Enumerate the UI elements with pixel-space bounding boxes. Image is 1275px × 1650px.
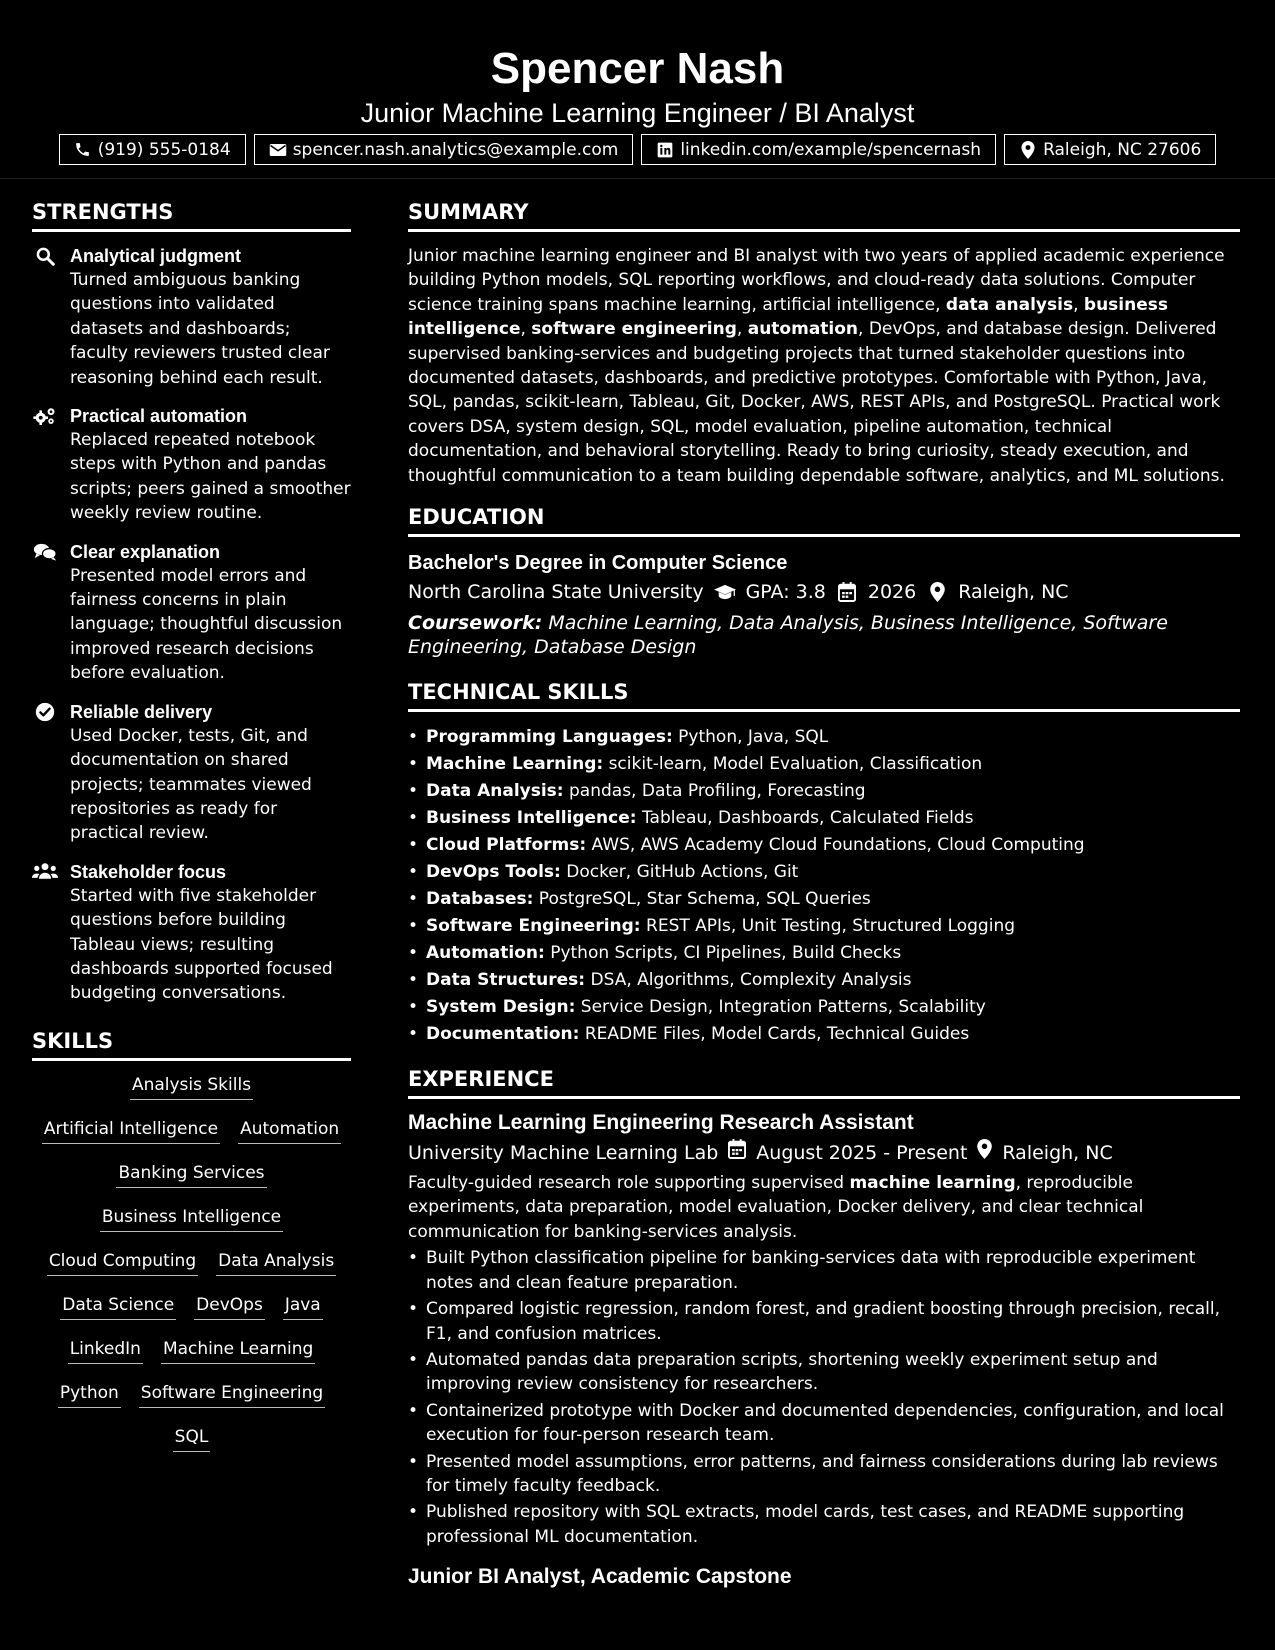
gears-icon (32, 404, 58, 526)
gpa: GPA: 3.8 (745, 581, 826, 604)
education-meta (408, 577, 1240, 607)
coursework-list: Machine Learning, Data Analysis, Business Intelligence, Software Engineering, Database Design (408, 612, 1168, 659)
school-name: North Carolina State University (408, 581, 704, 604)
strength-item (32, 404, 351, 526)
strength-body: Turned ambiguous banking questions into validated datasets and dashboards; faculty reviewers trusted clear reasoning behind each result. (70, 270, 330, 388)
skill-category: Programming Languages: (426, 727, 673, 748)
envelope-icon (269, 141, 287, 159)
skill-tag: Machine Learning (161, 1337, 315, 1364)
left-column (32, 197, 351, 1452)
strength-body: Started with five stakeholder questions before building Tableau views; resulting dashboards supported focused budgeting conversations. (70, 885, 333, 1004)
skill-category: Databases: (426, 889, 534, 910)
summary-heading: SUMMARY (408, 197, 1240, 232)
summary-part: Junior machine learning engineer and BI analyst with two years of applied academic experience building Python models, SQL reporting workflows, and cloud-ready data solutions. Computer science training spans machine learning, artificial intelligence, (408, 246, 1225, 315)
skill-category: DevOps Tools: (426, 862, 561, 883)
strength-body: Presented model errors and fairness concerns in plain language; thoughtful discussion improved research decisions before evaluation. (70, 565, 343, 684)
strength-title: Practical automation (70, 406, 248, 427)
skill-values: Python Scripts, CI Pipelines, Build Checks (544, 943, 902, 964)
education-heading: EDUCATION (408, 502, 1240, 537)
skill-tag: Banking Services (116, 1161, 266, 1188)
skill-tag: Business Intelligence (100, 1205, 283, 1232)
skill-tag: Data Analysis (216, 1249, 336, 1276)
job-title: Machine Learning Engineering Research Assistant (408, 1111, 914, 1135)
strength-title: Analytical judgment (70, 246, 242, 266)
skill-category: Business Intelligence: (426, 808, 637, 829)
school-location: Raleigh, NC (958, 581, 1069, 604)
strength-item (32, 244, 351, 390)
skill-category: Data Structures: (426, 970, 586, 991)
strength-body: Used Docker, tests, Git, and documentation on shared projects; teammates viewed repositories as ready for practical review. (70, 725, 312, 844)
job-org: University Machine Learning Lab (408, 1142, 719, 1165)
users-icon (32, 860, 58, 1006)
skill-category: Cloud Platforms: (426, 835, 587, 856)
skill-values: README Files, Model Cards, Technical Guides (579, 1024, 970, 1045)
skill-category: Data Analysis: (426, 781, 564, 802)
list-item (408, 751, 1240, 778)
right-column (408, 197, 1240, 1591)
skill-values: Docker, GitHub Actions, Git (560, 862, 799, 883)
summary-sep: , (736, 319, 748, 340)
candidate-title: Junior Machine Learning Engineer / BI Analyst (360, 98, 915, 128)
job-title: Junior BI Analyst, Academic Capstone (408, 1565, 792, 1589)
list-item: • Presented model assumptions, error patterns, and fairness considerations during lab reviews for timely faculty feedback. (408, 1450, 1240, 1499)
map-pin-icon (977, 1137, 992, 1169)
list-item: • Compared logistic regression, random forest, and gradient boosting through precision, recall, F1, and confusion matrices. (408, 1297, 1240, 1346)
skill-tag: Software Engineering (139, 1381, 325, 1408)
list-item (408, 859, 1240, 886)
chat-bubbles-icon (32, 540, 58, 686)
phone-icon (74, 141, 92, 159)
strength-item (32, 860, 351, 1006)
skill-values: scikit-learn, Model Evaluation, Classification (603, 754, 983, 775)
experience-heading: EXPERIENCE (408, 1064, 1240, 1099)
graduation-year: 2026 (867, 581, 917, 604)
skill-category: Automation: (426, 943, 545, 964)
contact-email[interactable] (254, 134, 634, 165)
job-description (408, 1171, 1240, 1244)
skill-values: Service Design, Integration Patterns, Scalability (575, 997, 986, 1018)
job-bullets (408, 1246, 1240, 1549)
strength-title: Clear explanation (70, 541, 221, 562)
technical-skills-list (408, 724, 1240, 1048)
list-item: • Published repository with SQL extracts, model cards, test cases, and README supporting professional ML documentation. (408, 1500, 1240, 1549)
job-desc-part: Faculty-guided research role supporting supervised (408, 1173, 850, 1194)
job-meta (408, 1137, 1240, 1169)
skill-values: pandas, Data Profiling, Forecasting (563, 781, 866, 802)
job-desc-keyword: machine learning (849, 1173, 1016, 1194)
list-item (408, 724, 1240, 751)
strengths-heading: STRENGTHS (32, 197, 351, 232)
skill-tags (32, 1073, 351, 1452)
contact-linkedin-text: linkedin.com/example/spencernash (680, 139, 982, 160)
skill-tag: Java (283, 1293, 323, 1320)
linkedin-icon (656, 141, 674, 159)
summary-keyword: software engineering (531, 319, 737, 340)
skill-category: System Design: (426, 997, 576, 1018)
candidate-name: Spencer Nash (490, 44, 785, 93)
skills-heading: SKILLS (32, 1026, 351, 1061)
degree-title: Bachelor's Degree in Computer Science (408, 552, 788, 575)
skill-tag: Analysis Skills (130, 1073, 253, 1100)
contact-phone[interactable] (59, 134, 246, 165)
skill-values: REST APIs, Unit Testing, Structured Logging (640, 916, 1016, 937)
list-item (408, 832, 1240, 859)
contact-location[interactable] (1004, 134, 1216, 165)
search-icon (32, 244, 58, 390)
resume-header (0, 0, 1275, 179)
job-desc-part: , reproducible experiments, data preparation, model evaluation, Docker delivery, and clear technical communication for banking-services analysis. (408, 1173, 1144, 1242)
list-item: • Built Python classification pipeline for banking-services data with reproducible experiment notes and clean feature preparation. (408, 1246, 1240, 1295)
summary-sep: , (520, 319, 532, 340)
contact-email-text: spencer.nash.analytics@example.com (292, 139, 619, 160)
strength-body: Replaced repeated notebook steps with Python and pandas scripts; peers gained a smoother weekly review routine. (70, 430, 351, 524)
skill-tag: Python (58, 1381, 121, 1408)
skill-values: Tableau, Dashboards, Calculated Fields (636, 808, 974, 829)
skill-values: PostgreSQL, Star Schema, SQL Queries (533, 889, 871, 910)
coursework (408, 611, 1240, 659)
skill-tag: Cloud Computing (47, 1249, 198, 1276)
check-circle-icon (32, 700, 58, 846)
list-item (408, 1021, 1240, 1048)
contact-bar (0, 134, 1275, 165)
list-item (408, 967, 1240, 994)
skill-values: AWS, AWS Academy Cloud Foundations, Cloud Computing (586, 835, 1085, 856)
strength-item (32, 540, 351, 686)
skill-tag: DevOps (194, 1293, 265, 1320)
job-dates: August 2025 - Present (756, 1142, 968, 1165)
contact-phone-text: (919) 555-0184 (97, 139, 231, 160)
skill-tag: Data Science (60, 1293, 176, 1320)
summary-part: , DevOps, and database design. Delivered supervised banking-services and budgeting projects that turned stakeholder questions into documented datasets, dashboards, and predictive prototypes. Comfortable with Python, Java, SQL, pandas, scikit-learn, Tableau, Git, Docker, AWS, REST APIs, and PostgreSQL. Practical work covers DSA, system design, SQL, model evaluation, pipeline automation, technical documentation, and behavioral storytelling. Ready to bring curiosity, steady execution, and thoughtful communication to a team building dependable software, analytics, and ML solutions. (408, 319, 1225, 486)
graduation-cap-icon (714, 581, 736, 603)
skill-tag: Artificial Intelligence (42, 1117, 220, 1144)
skill-tag: LinkedIn (68, 1337, 143, 1364)
list-item (408, 994, 1240, 1021)
skill-category: Documentation: (426, 1024, 580, 1045)
skill-category: Software Engineering: (426, 916, 641, 937)
list-item (408, 886, 1240, 913)
job-location: Raleigh, NC (1002, 1142, 1113, 1165)
list-item: • Containerized prototype with Docker and documented dependencies, configuration, and local execution for four-person research team. (408, 1399, 1240, 1448)
list-item (408, 913, 1240, 940)
list-item (408, 805, 1240, 832)
contact-location-text: Raleigh, NC 27606 (1043, 139, 1202, 160)
calendar-icon (728, 1137, 746, 1169)
summary-sep: , (1073, 294, 1084, 315)
calendar-icon (836, 581, 858, 603)
skill-category: Machine Learning: (426, 754, 604, 775)
coursework-label: Coursework: (408, 612, 543, 635)
skill-values: Python, Java, SQL (672, 727, 829, 748)
summary-text (408, 244, 1240, 488)
map-pin-icon (1019, 141, 1037, 159)
list-item (408, 940, 1240, 967)
strength-title: Reliable delivery (70, 701, 213, 722)
skill-tag: SQL (173, 1425, 211, 1452)
technical-skills-heading: TECHNICAL SKILLS (408, 677, 1240, 712)
summary-keyword: automation (747, 319, 859, 340)
skill-tag: Automation (238, 1117, 341, 1144)
summary-keyword: business intelligence (408, 294, 1168, 340)
strength-item (32, 700, 351, 846)
list-item: • Automated pandas data preparation scripts, shortening weekly experiment setup and improving review consistency for researchers. (408, 1348, 1240, 1397)
list-item (408, 778, 1240, 805)
strength-title: Stakeholder focus (70, 861, 227, 882)
skill-values: DSA, Algorithms, Complexity Analysis (585, 970, 912, 991)
summary-keyword: data analysis (945, 294, 1074, 315)
map-pin-icon (926, 581, 948, 603)
contact-linkedin[interactable] (641, 134, 996, 165)
